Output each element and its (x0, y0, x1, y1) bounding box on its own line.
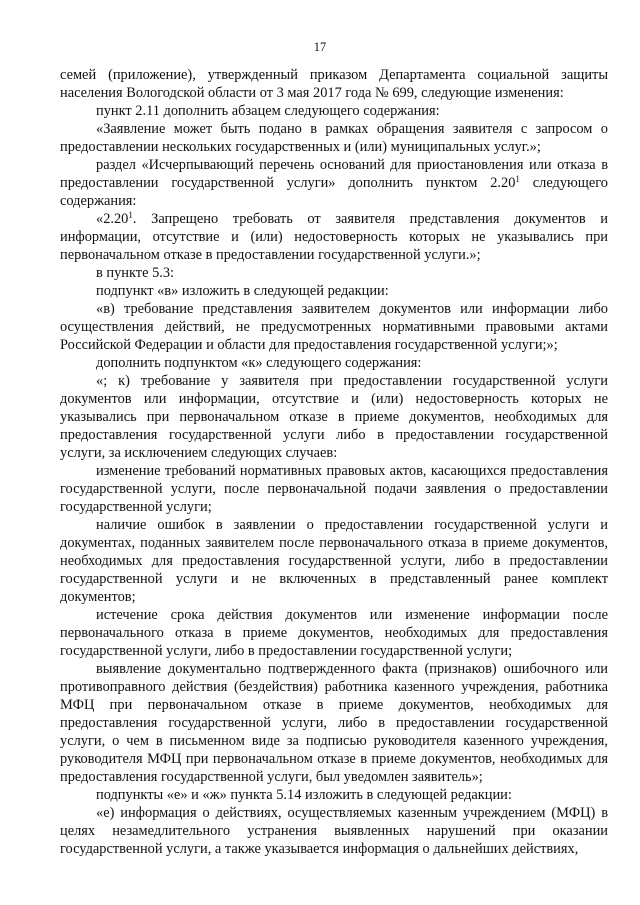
paragraph-text: подпункт «в» изложить в следующей редакции: (96, 283, 389, 299)
paragraph-text: «е) информация о действиях, осуществляемых казенным учреждением (МФЦ) в целях незамедлительного устранения выявленных нарушений при оказании государственной услуги, а также указывается информация о дальнейших действиях, (60, 805, 608, 857)
page-number: 17 (313, 40, 327, 54)
paragraph-text: изменение требований нормативных правовых актов, касающихся предоставления государственной услуги, после первоначальной подачи заявления о предоставлении государственной услуги; (60, 463, 608, 515)
paragraph (60, 102, 608, 120)
paragraph (60, 516, 608, 606)
paragraph (60, 210, 608, 264)
paragraph-text: «в) требование представления заявителем документов или информации либо осуществления действий, не предусмотренных нормативными правовыми актами Российской Федерации и области для предоставления государственной услуги;»; (60, 301, 608, 353)
paragraph (60, 300, 608, 354)
paragraph-text: «2.20 (96, 211, 129, 227)
paragraph (60, 660, 608, 786)
document-body (60, 66, 608, 858)
paragraph-text: истечение срока действия документов или изменение информации после первоначального отказа в приеме документов, необходимых для предоставления государственной услуги, либо в предоставлении государственной услуги; (60, 607, 608, 659)
paragraph (60, 804, 608, 858)
superscript-index: 1 (515, 174, 520, 184)
superscript-index: 1 (128, 210, 133, 220)
paragraph-text-continued: следующего содержания: (60, 175, 608, 209)
paragraph (60, 120, 608, 156)
paragraph-text: в пункте 5.3: (96, 265, 175, 281)
paragraph (60, 66, 608, 102)
paragraph (60, 462, 608, 516)
paragraph (60, 372, 608, 462)
paragraph-text-continued: . Запрещено требовать от заявителя представления документов и информации, отсутствие и (или) недостоверность которых не указывались при первоначальном отказе в предоставлении государственной услуги.»; (60, 211, 608, 263)
paragraph-text: раздел «Исчерпывающий перечень оснований для приостановления или отказа в предоставлении государственной услуги» дополнить пунктом 2.20 (60, 157, 608, 191)
paragraph-text: семей (приложение), утвержденный приказом Департамента социальной защиты населения Вологодской области от 3 мая 2017 года № 699, следующие изменения: (60, 67, 608, 101)
paragraph-text: выявление документально подтвержденного факта (признаков) ошибочного или противоправного действия (бездействия) работника казенного учреждения, работника МФЦ при первоначальном отказе в приеме документов, необходимых для предоставления государственной услуги, либо в предоставлении государственной услуги, о чем в письменном виде за подписью руководителя казенного учреждения, руководителя МФЦ при первоначальном отказе в приеме документов, необходимых для предоставления государственной услуги, был уведомлен заявитель»; (60, 661, 608, 785)
paragraph (60, 606, 608, 660)
paragraph-text: пункт 2.11 дополнить абзацем следующего содержания: (96, 103, 440, 119)
paragraph-text: «; к) требование у заявителя при предоставлении государственной услуги документов или информации, отсутствие и (или) недостоверность которых не указывались при первоначальном отказе в приеме документов, необходимых для предоставления государственной услуги либо в предоставлении государственной услуги, за исключением следующих случаев: (60, 373, 608, 461)
paragraph-text: дополнить подпунктом «к» следующего содержания: (96, 355, 422, 371)
paragraph (60, 786, 608, 804)
paragraph-text: наличие ошибок в заявлении о предоставлении государственной услуги и документах, поданных заявителем после первоначального отказа в приеме документов, необходимых для предоставления государственной услуги, либо в предоставлении государственной услуги и не включенных в представленный ранее комплект документов; (60, 517, 608, 605)
paragraph-text: подпункты «е» и «ж» пункта 5.14 изложить в следующей редакции: (96, 787, 512, 803)
paragraph (60, 156, 608, 210)
paragraph (60, 354, 608, 372)
paragraph (60, 264, 608, 282)
paragraph-text: «Заявление может быть подано в рамках обращения заявителя с запросом о предоставлении нескольких государственных и (или) муниципальных услуг.»; (60, 121, 608, 155)
paragraph (60, 282, 608, 300)
